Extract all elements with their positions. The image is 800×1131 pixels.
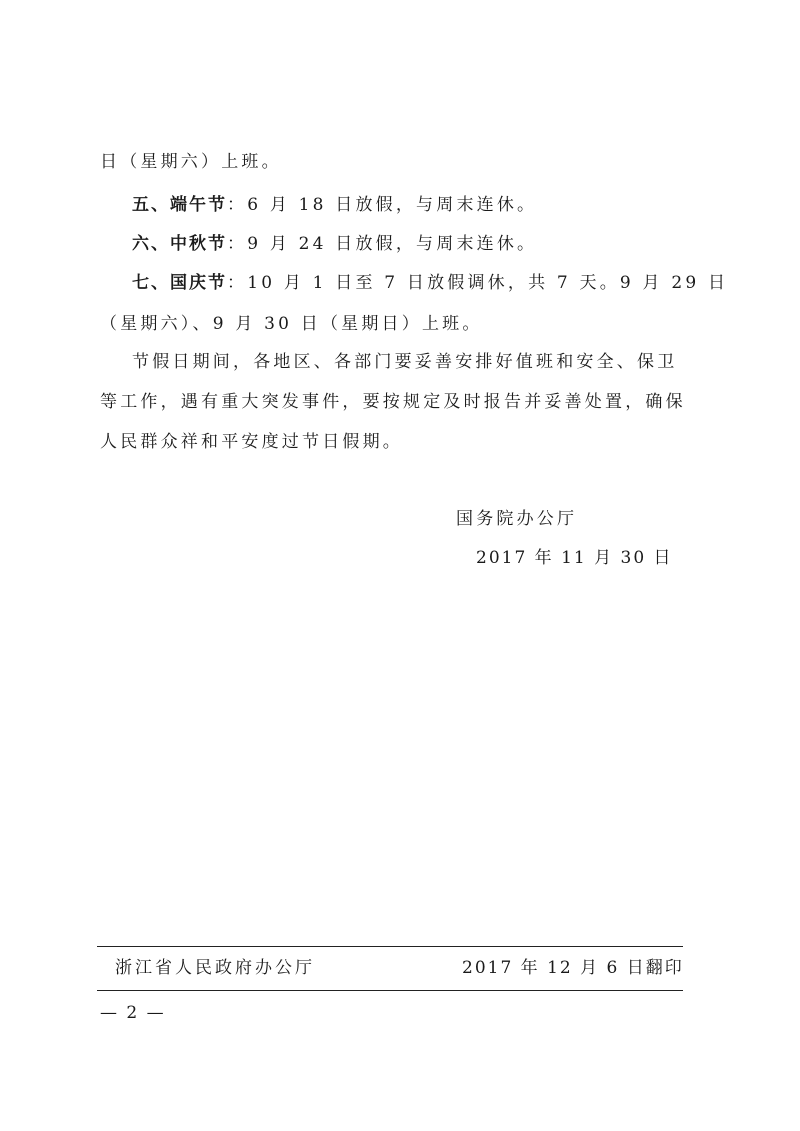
item-mid-autumn-festival bbox=[132, 232, 692, 256]
issue-date: 2017 年 11 月 30 日 bbox=[476, 548, 673, 568]
item-text: ：6 月 18 日放假，与周末连休。 bbox=[227, 195, 538, 215]
item-national-day-continued: （星期六）、9 月 30 日（星期日）上班。 bbox=[100, 314, 483, 334]
footer-top-rule bbox=[97, 946, 683, 947]
footer-print-date: 2017 年 12 月 6 日翻印 bbox=[462, 958, 684, 978]
item-text: ：9 月 24 日放假，与周末连休。 bbox=[227, 234, 538, 254]
item-heading: 六、中秋节 bbox=[132, 234, 227, 254]
item-national-day bbox=[132, 271, 729, 295]
item-heading: 七、国庆节 bbox=[132, 273, 227, 293]
item-text: ：10 月 1 日至 7 日放假调休，共 7 天。9 月 29 日 bbox=[227, 273, 729, 293]
paragraph-line-3: 人民群众祥和平安度过节日假期。 bbox=[100, 432, 403, 452]
footer-bottom-rule bbox=[97, 990, 683, 991]
issuer-name: 国务院办公厅 bbox=[456, 509, 578, 529]
body-line-1: 日（星期六）上班。 bbox=[100, 152, 282, 172]
footer-office: 浙江省人民政府办公厅 bbox=[115, 958, 315, 978]
paragraph-line-1: 节假日期间，各地区、各部门要妥善安排好值班和安全、保卫 bbox=[132, 352, 678, 372]
paragraph-line-2: 等工作，遇有重大突发事件，要按规定及时报告并妥善处置，确保 bbox=[100, 392, 686, 412]
item-dragon-boat-festival bbox=[132, 193, 692, 217]
page-number: — 2 — bbox=[100, 1003, 166, 1023]
item-heading: 五、端午节 bbox=[132, 195, 227, 215]
